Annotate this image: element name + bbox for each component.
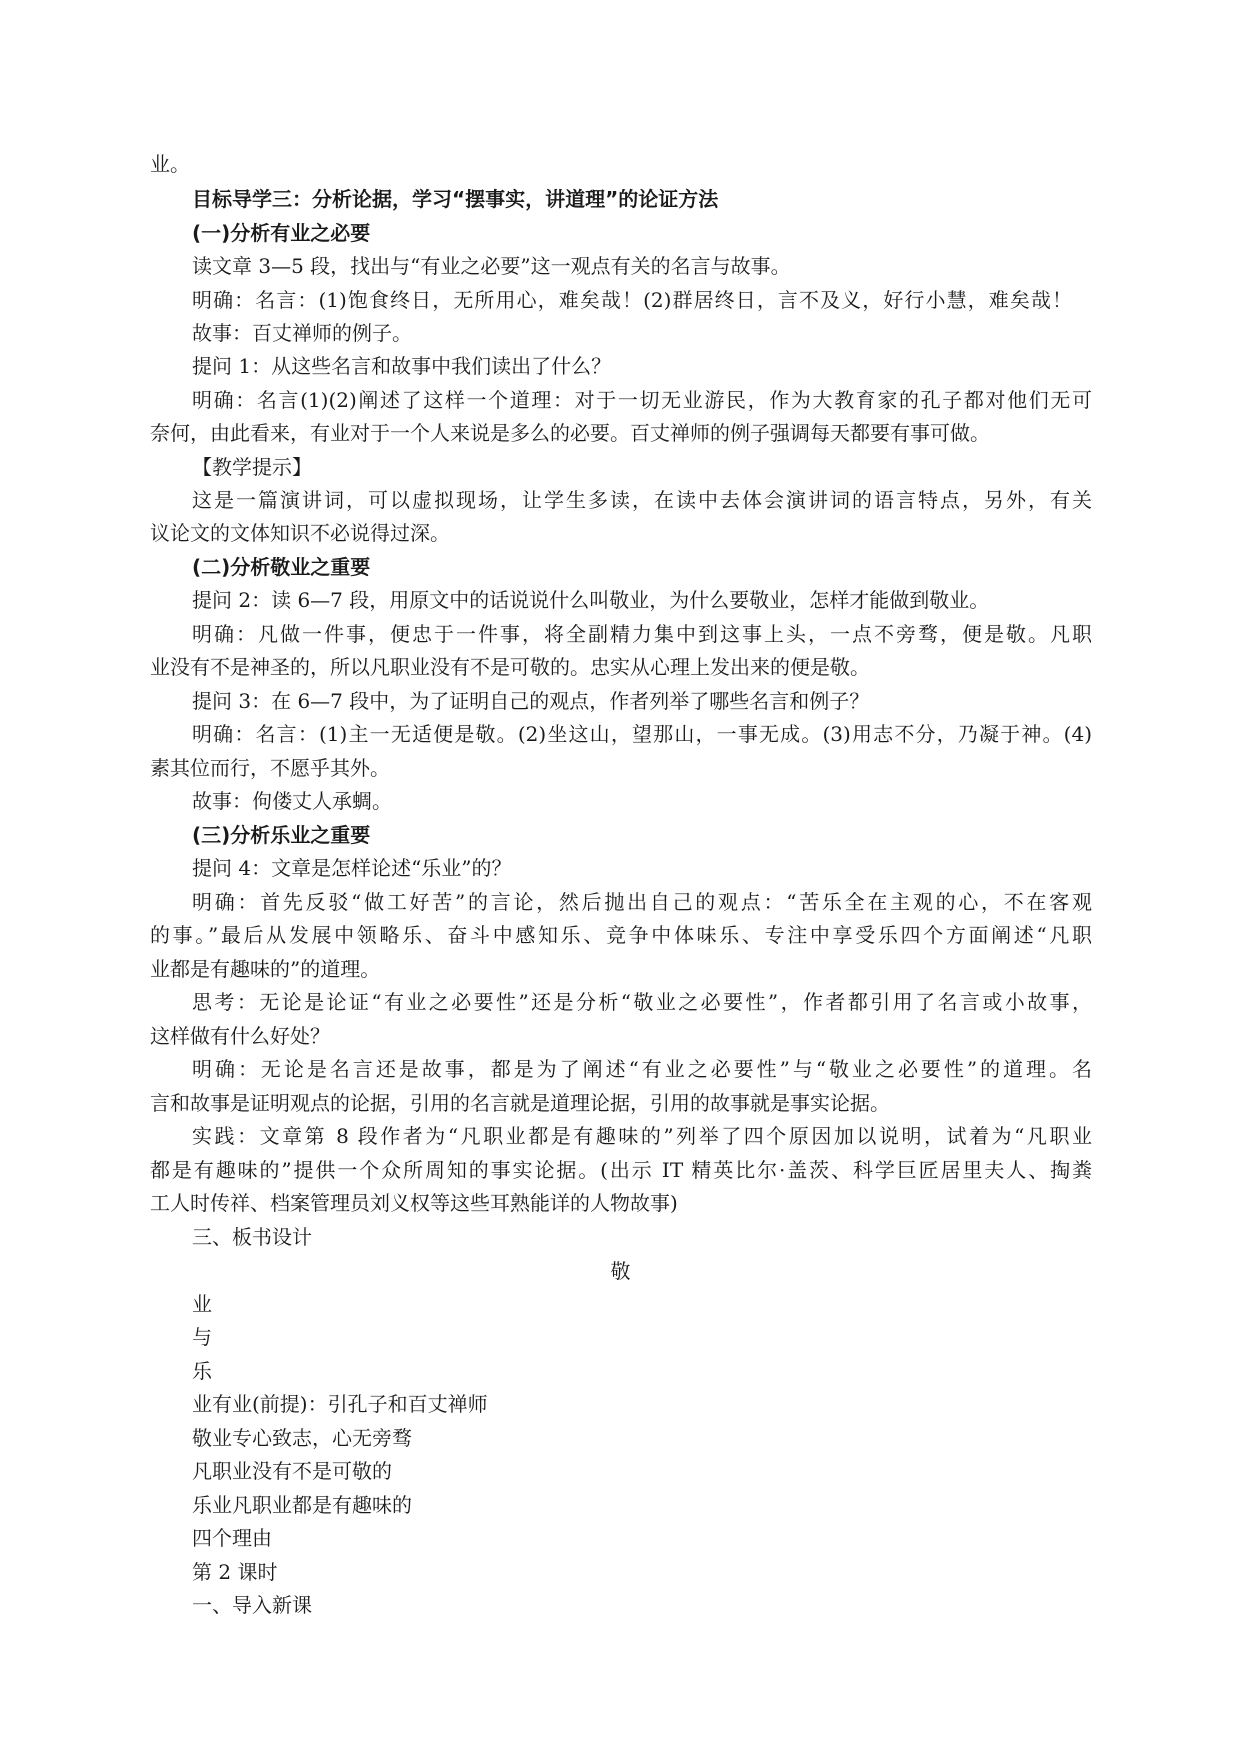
text-line: 明确：名言：(1)主一无适便是敬。(2)坐这山，望那山，一事无成。(3)用志不分，乃凝于神。(4) xyxy=(192,722,1092,746)
text-line: 业都是有趣味的”的道理。 xyxy=(150,957,381,981)
board-item: 业 xyxy=(192,1292,212,1316)
text-line: 奈何，由此看来，有业对于一个人来说是多么的必要。百丈禅师的例子强调每天都要有事可做。 xyxy=(150,421,990,445)
text-line: 思考：无论是论证“有业之必要性”还是分析“敬业之必要性”，作者都引用了名言或小故事， xyxy=(192,990,1092,1014)
section-heading: 一、导入新课 xyxy=(192,1593,312,1617)
text-line: 都是有趣味的”提供一个众所周知的事实论据。(出示 IT 精英比尔·盖茨、科学巨匠居里夫人、掏粪 xyxy=(150,1158,1092,1182)
text-line: 提问 2：读 6—7 段，用原文中的话说说什么叫敬业，为什么要敬业，怎样才能做到敬业。 xyxy=(192,588,990,612)
lesson-heading: 第 2 课时 xyxy=(192,1560,278,1584)
board-item: 与 xyxy=(192,1325,212,1349)
text-line: 明确：名言(1)(2)阐述了这样一个道理：对于一切无业游民，作为大教育家的孔子都对他们无可 xyxy=(192,388,1092,412)
board-item: 四个理由 xyxy=(192,1526,272,1550)
subsection-heading: (三)分析乐业之重要 xyxy=(192,823,371,847)
board-title: 敬 xyxy=(610,1259,631,1283)
text-line: 实践：文章第 8 段作者为“凡职业都是有趣味的”列举了四个原因加以说明，试着为“凡职业 xyxy=(192,1124,1092,1148)
subsection-heading: (二)分析敬业之重要 xyxy=(192,555,371,579)
text-line: 明确：名言：(1)饱食终日，无所用心，难矣哉！(2)群居终日，言不及义，好行小慧，难矣哉！ xyxy=(192,288,1072,312)
section-heading: 三、板书设计 xyxy=(192,1225,312,1249)
text-line: 议论文的文体知识不必说得过深。 xyxy=(150,521,450,545)
text-line: 业没有不是神圣的，所以凡职业没有不是可敬的。忠实从心理上发出来的便是敬。 xyxy=(150,655,870,679)
text-line: 这是一篇演讲词，可以虚拟现场，让学生多读，在读中去体会演讲词的语言特点，另外，有关 xyxy=(192,488,1092,512)
text-line: 明确：凡做一件事，便忠于一件事，将全副精力集中到这事上头，一点不旁骛，便是敬。凡职 xyxy=(192,622,1092,646)
text-line: 业。 xyxy=(150,152,190,176)
board-item: 乐业凡职业都是有趣味的 xyxy=(192,1493,412,1517)
board-item: 敬业专心致志，心无旁骛 xyxy=(192,1426,412,1450)
text-line: 提问 1：从这些名言和故事中我们读出了什么？ xyxy=(192,354,612,378)
text-line: 这样做有什么好处？ xyxy=(150,1024,330,1048)
board-item: 凡职业没有不是可敬的 xyxy=(192,1459,392,1483)
text-line: 故事：佝偻丈人承蜩。 xyxy=(192,789,392,813)
text-line: 工人时传祥、档案管理员刘义权等这些耳熟能详的人物故事) xyxy=(150,1191,678,1215)
teaching-tip-heading: 【教学提示】 xyxy=(192,455,312,479)
text-line: 明确：首先反驳“做工好苦”的言论，然后抛出自己的观点：“苦乐全在主观的心，不在客观 xyxy=(192,890,1092,914)
text-line: 提问 3：在 6—7 段中，为了证明自己的观点，作者列举了哪些名言和例子？ xyxy=(192,689,870,713)
text-line: 提问 4：文章是怎样论述“乐业”的？ xyxy=(192,856,512,880)
subsection-heading: (一)分析有业之必要 xyxy=(192,221,371,245)
text-line: 读文章 3—5 段，找出与“有业之必要”这一观点有关的名言与故事。 xyxy=(192,254,791,278)
text-line: 故事：百丈禅师的例子。 xyxy=(192,321,412,345)
text-line: 明确：无论是名言还是故事，都是为了阐述“有业之必要性”与“敬业之必要性”的道理。名 xyxy=(192,1057,1092,1081)
board-item: 业有业(前提)：引孔子和百丈禅师 xyxy=(192,1392,488,1416)
section-heading: 目标导学三：分析论据，学习“摆事实，讲道理”的论证方法 xyxy=(192,187,719,211)
text-line: 言和故事是证明观点的论据，引用的名言就是道理论据，引用的故事就是事实论据。 xyxy=(150,1091,890,1115)
board-item: 乐 xyxy=(192,1359,212,1383)
text-line: 的事。”最后从发展中领略乐、奋斗中感知乐、竞争中体味乐、专注中享受乐四个方面阐述“凡职 xyxy=(150,923,1092,947)
text-line: 素其位而行，不愿乎其外。 xyxy=(150,756,390,780)
